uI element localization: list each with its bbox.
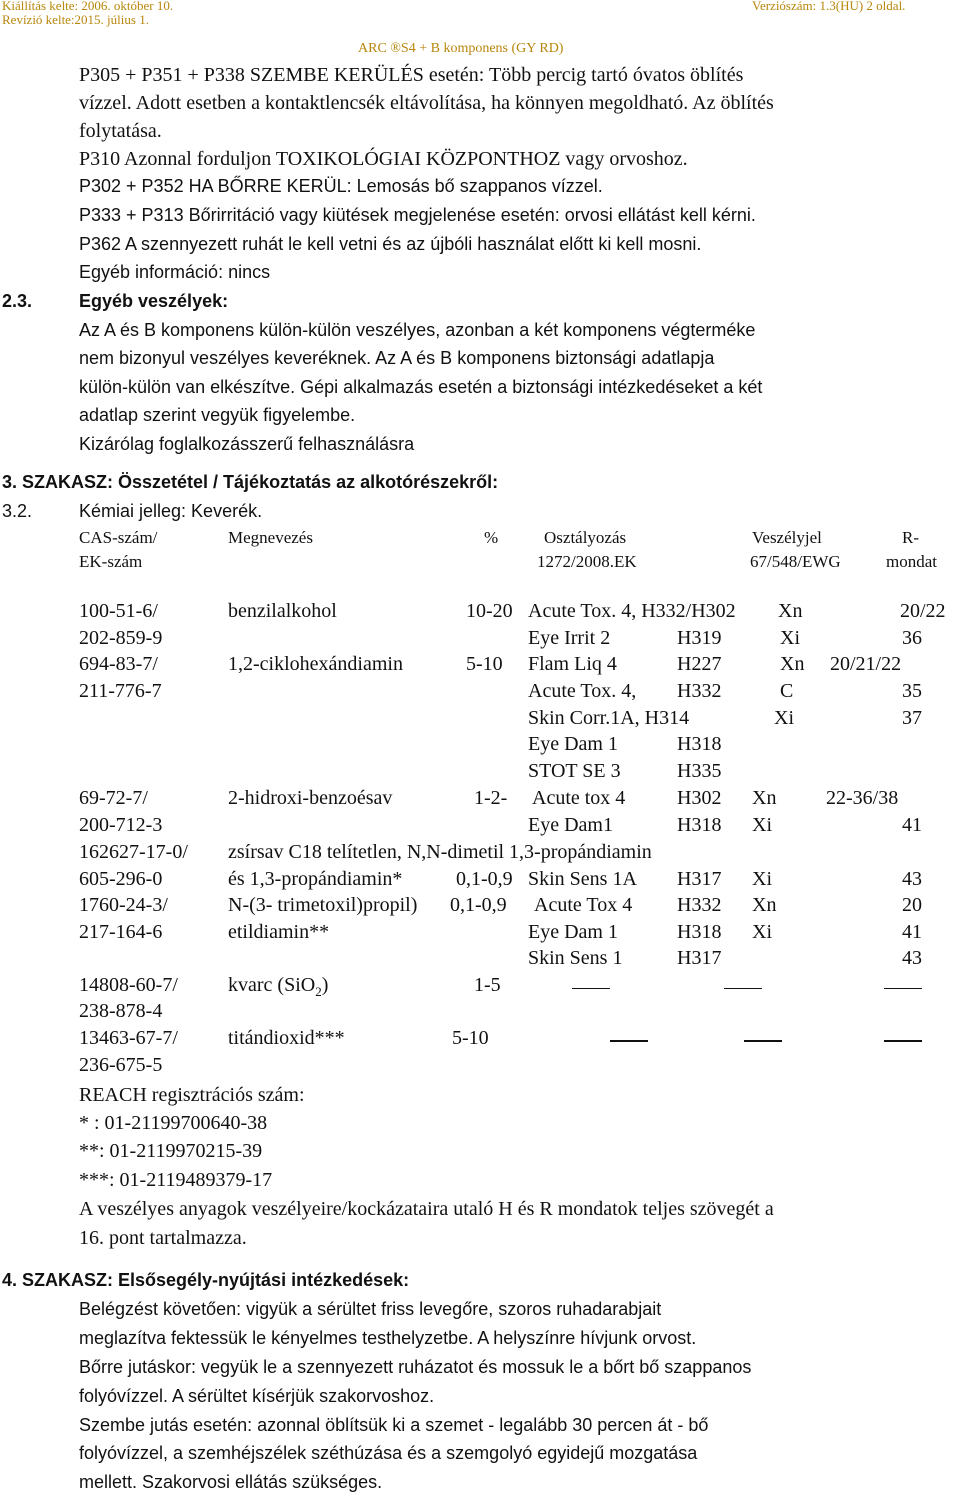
cell-classification: Skin Corr.1A, H314 xyxy=(528,707,690,729)
cell-r: 41 xyxy=(902,814,922,836)
cell-h: H332 xyxy=(677,894,722,916)
section-3-title: 3. SZAKASZ: Összetétel / Tájékoztatás az alkotórészekről: xyxy=(2,472,499,492)
section-text-line: Bőrre jutáskor: vegyük le a szennyezett ruházatot és mossuk le a bőrt bő szappanos xyxy=(79,1357,752,1377)
cell-classification: Flam Liq 4 xyxy=(528,653,617,675)
col-header-ek: EK-szám xyxy=(79,552,143,571)
cell-h: H318 xyxy=(677,733,722,755)
cell-percent: 10-20 xyxy=(466,600,513,622)
cell-symbol: Xn xyxy=(780,653,805,675)
cell-symbol: Xi xyxy=(752,814,772,836)
cell-h: H302 xyxy=(677,787,722,809)
section-title: Egyéb veszélyek: xyxy=(79,291,229,311)
cell-classification: Acute Tox. 4, xyxy=(528,680,637,702)
p-statement-line: P362 A szennyezett ruhát le kell vetni és az újbóli használat előtt ki kell mosni. xyxy=(79,234,702,254)
dash-classification xyxy=(610,1040,648,1042)
p-statement-line: P310 Azonnal forduljon TOXIKOLÓGIAI KÖZPONTHOZ vagy orvoshoz. xyxy=(79,148,688,170)
col-header-percent: % xyxy=(484,528,499,547)
cell-cas: 14808-60-7/ xyxy=(79,974,178,996)
cell-symbol: Xi xyxy=(774,707,794,729)
cell-cas: 605-296-0 xyxy=(79,868,163,890)
col-header-hazard-symbol: Veszélyjel xyxy=(752,528,822,547)
section-text-line: Az A és B komponens külön-külön veszélyes, azonban a két komponens végterméke xyxy=(79,320,756,340)
cell-symbol: Xn xyxy=(752,787,777,809)
col-header-r-sentence: mondat xyxy=(886,552,937,571)
section-text-line: Szembe jutás esetén: azonnal öblítsük ki a szemet - legalább 30 percen át - bő xyxy=(79,1415,709,1435)
cell-h: H318 xyxy=(677,814,722,836)
cell-cas: 238-878-4 xyxy=(79,1000,163,1022)
reach-note: 16. pont tartalmazza. xyxy=(79,1227,247,1249)
cell-r: 36 xyxy=(902,627,922,649)
cell-cas: 13463-67-7/ xyxy=(79,1027,178,1049)
cell-percent: 1-2- xyxy=(474,787,508,809)
cell-h: H332 xyxy=(677,680,722,702)
cell-cas: 200-712-3 xyxy=(79,814,163,836)
cell-r: 20 xyxy=(902,894,922,916)
cell-classification: Acute Tox. 4, H332/H302 xyxy=(528,600,736,622)
dash-r xyxy=(884,1040,922,1042)
cell-h: H317 xyxy=(677,868,722,890)
section-text-line: folyóvízzel, a szemhéjszélek széthúzása és a szemgolyó egyidejű mozgatása xyxy=(79,1443,698,1463)
section-text-line: meglazítva fektessük le kényelmes testhelyzetbe. A helyszínre hívjunk orvost. xyxy=(79,1328,697,1348)
cell-name: etildiamin** xyxy=(228,921,330,943)
cell-r: 20/21/22 xyxy=(830,653,902,675)
cell-percent: 0,1-0,9 xyxy=(456,868,513,890)
cell-classification: Acute tox 4 xyxy=(532,787,626,809)
cell-cas: 217-164-6 xyxy=(79,921,163,943)
cell-symbol: Xn xyxy=(752,894,777,916)
cell-h: H318 xyxy=(677,921,722,943)
section-number: 2.3. xyxy=(2,291,33,311)
section-text-line: mellett. Szakorvosi ellátás szükséges. xyxy=(79,1472,383,1492)
cell-name: N-(3- trimetoxil)propil) xyxy=(228,894,418,916)
p-statement-line: P333 + P313 Bőrirritáció vagy kiütések megjelenése esetén: orvosi ellátást kell kérni. xyxy=(79,205,756,225)
section-text-line: Belégzést követően: vigyük a sérültet friss levegőre, szoros ruhadarabjait xyxy=(79,1299,662,1319)
header-issue-date: Kiállítás kelte: 2006. október 10. xyxy=(2,0,174,13)
cell-name xyxy=(228,974,328,1000)
p-statement-line: P305 + P351 + P338 SZEMBE KERÜLÉS esetén: Több percig tartó óvatos öblítés xyxy=(79,64,744,86)
dash-classification xyxy=(572,988,610,989)
cell-classification: Eye Dam 1 xyxy=(528,733,618,755)
cell-cas: 211-776-7 xyxy=(79,680,162,702)
cell-cas: 69-72-7/ xyxy=(79,787,148,809)
cell-name: 1,2-ciklohexándiamin xyxy=(228,653,403,675)
reach-title: REACH regisztrációs szám: xyxy=(79,1084,305,1106)
cell-cas: 202-859-9 xyxy=(79,627,163,649)
section-text-line: Kizárólag foglalkozásszerű felhasználásra xyxy=(79,434,415,454)
reach-note: A veszélyes anyagok veszélyeire/kockázataira utaló H és R mondatok teljes szövegét a xyxy=(79,1198,774,1220)
col-header-name: Megnevezés xyxy=(228,528,313,547)
cell-r: 37 xyxy=(902,707,922,729)
cell-percent: 5-10 xyxy=(466,653,503,675)
section-text-line: folyóvízzel. A sérültet kísérjük szakorvoshoz. xyxy=(79,1386,435,1406)
reach-number: * : 01-21199700640-38 xyxy=(79,1112,268,1134)
section-text-line: adatlap szerint vegyük figyelembe. xyxy=(79,405,356,425)
section-text-line: külön-külön van elkészítve. Gépi alkalmazás esetén a biztonsági intézkedéseket a két xyxy=(79,377,763,397)
reach-number: **: 01-2119970215-39 xyxy=(79,1140,263,1162)
cell-symbol: Xn xyxy=(778,600,803,622)
cell-classification: Eye Dam1 xyxy=(528,814,613,836)
cell-percent: 0,1-0,9 xyxy=(450,894,507,916)
cell-r: 35 xyxy=(902,680,922,702)
cell-r: 43 xyxy=(902,947,922,969)
cell-cas: 162627-17-0/ xyxy=(79,841,188,863)
cell-classification: Eye Irrit 2 xyxy=(528,627,611,649)
cell-symbol: C xyxy=(780,680,794,702)
cell-name: zsírsav C18 telítetlen, N,N-dimetil 1,3-propándiamin xyxy=(228,841,652,863)
cell-h: H227 xyxy=(677,653,722,675)
section-3-2-text: Kémiai jelleg: Keverék. xyxy=(79,501,263,521)
cell-name-part: ) xyxy=(321,974,329,996)
col-header-cas: CAS-szám/ xyxy=(79,528,158,547)
cell-cas: 694-83-7/ xyxy=(79,653,158,675)
cell-h: H317 xyxy=(677,947,722,969)
p-statement-line: P302 + P352 HA BŐRRE KERÜL: Lemosás bő szappanos vízzel. xyxy=(79,176,603,196)
cell-h: H335 xyxy=(677,760,722,782)
cell-r: 20/22 xyxy=(900,600,946,622)
cell-r: 41 xyxy=(902,921,922,943)
cell-r: 22-36/38 xyxy=(826,787,899,809)
header-product-name: ARC ®S4 + B komponens (GY RD) xyxy=(358,41,564,56)
section-4-title: 4. SZAKASZ: Elsősegély-nyújtási intézkedések: xyxy=(2,1270,410,1290)
cell-symbol: Xi xyxy=(780,627,800,649)
header-version: Verziószám: 1.3(HU) 2 oldal. xyxy=(752,0,906,13)
col-header-directive: 67/548/EWG xyxy=(750,552,841,571)
dash-r xyxy=(884,988,922,989)
dash-symbol xyxy=(744,1040,782,1042)
cell-name: 2-hidroxi-benzoésav xyxy=(228,787,393,809)
cell-h: H319 xyxy=(677,627,722,649)
cell-classification: Skin Sens 1 xyxy=(528,947,623,969)
cell-name-subscript: 2 xyxy=(315,984,322,999)
cell-name: titándioxid*** xyxy=(228,1027,345,1049)
reach-number: ***: 01-2119489379-17 xyxy=(79,1169,273,1191)
p-statement-line: folytatása. xyxy=(79,120,162,142)
cell-classification: STOT SE 3 xyxy=(528,760,621,782)
cell-classification: Acute Tox 4 xyxy=(534,894,633,916)
cell-percent: 5-10 xyxy=(452,1027,489,1049)
cell-cas: 100-51-6/ xyxy=(79,600,158,622)
col-header-r: R- xyxy=(902,528,919,547)
cell-name: és 1,3-propándiamin* xyxy=(228,868,403,890)
cell-name-part: kvarc (SiO xyxy=(228,974,316,996)
header-revision-date: Revízió kelte:2015. július 1. xyxy=(2,12,149,27)
section-3-2-number: 3.2. xyxy=(2,501,33,521)
cell-cas: 1760-24-3/ xyxy=(79,894,168,916)
cell-symbol: Xi xyxy=(752,868,772,890)
cell-r: 43 xyxy=(902,868,922,890)
cell-symbol: Xi xyxy=(752,921,772,943)
col-header-regulation: 1272/2008.EK xyxy=(537,552,637,571)
section-text-line: nem bizonyul veszélyes keveréknek. Az A és B komponens biztonsági adatlapja xyxy=(79,348,715,368)
cell-name: benzilalkohol xyxy=(228,600,337,622)
p-statement-line: Egyéb információ: nincs xyxy=(79,262,271,282)
cell-classification: Skin Sens 1A xyxy=(528,868,637,890)
col-header-classification: Osztályozás xyxy=(544,528,627,547)
cell-percent: 1-5 xyxy=(474,974,501,996)
dash-symbol xyxy=(724,988,762,989)
p-statement-line: vízzel. Adott esetben a kontaktlencsék eltávolítása, ha könnyen megoldható. Az öblítés xyxy=(79,92,774,114)
cell-classification: Eye Dam 1 xyxy=(528,921,618,943)
cell-cas: 236-675-5 xyxy=(79,1054,163,1076)
